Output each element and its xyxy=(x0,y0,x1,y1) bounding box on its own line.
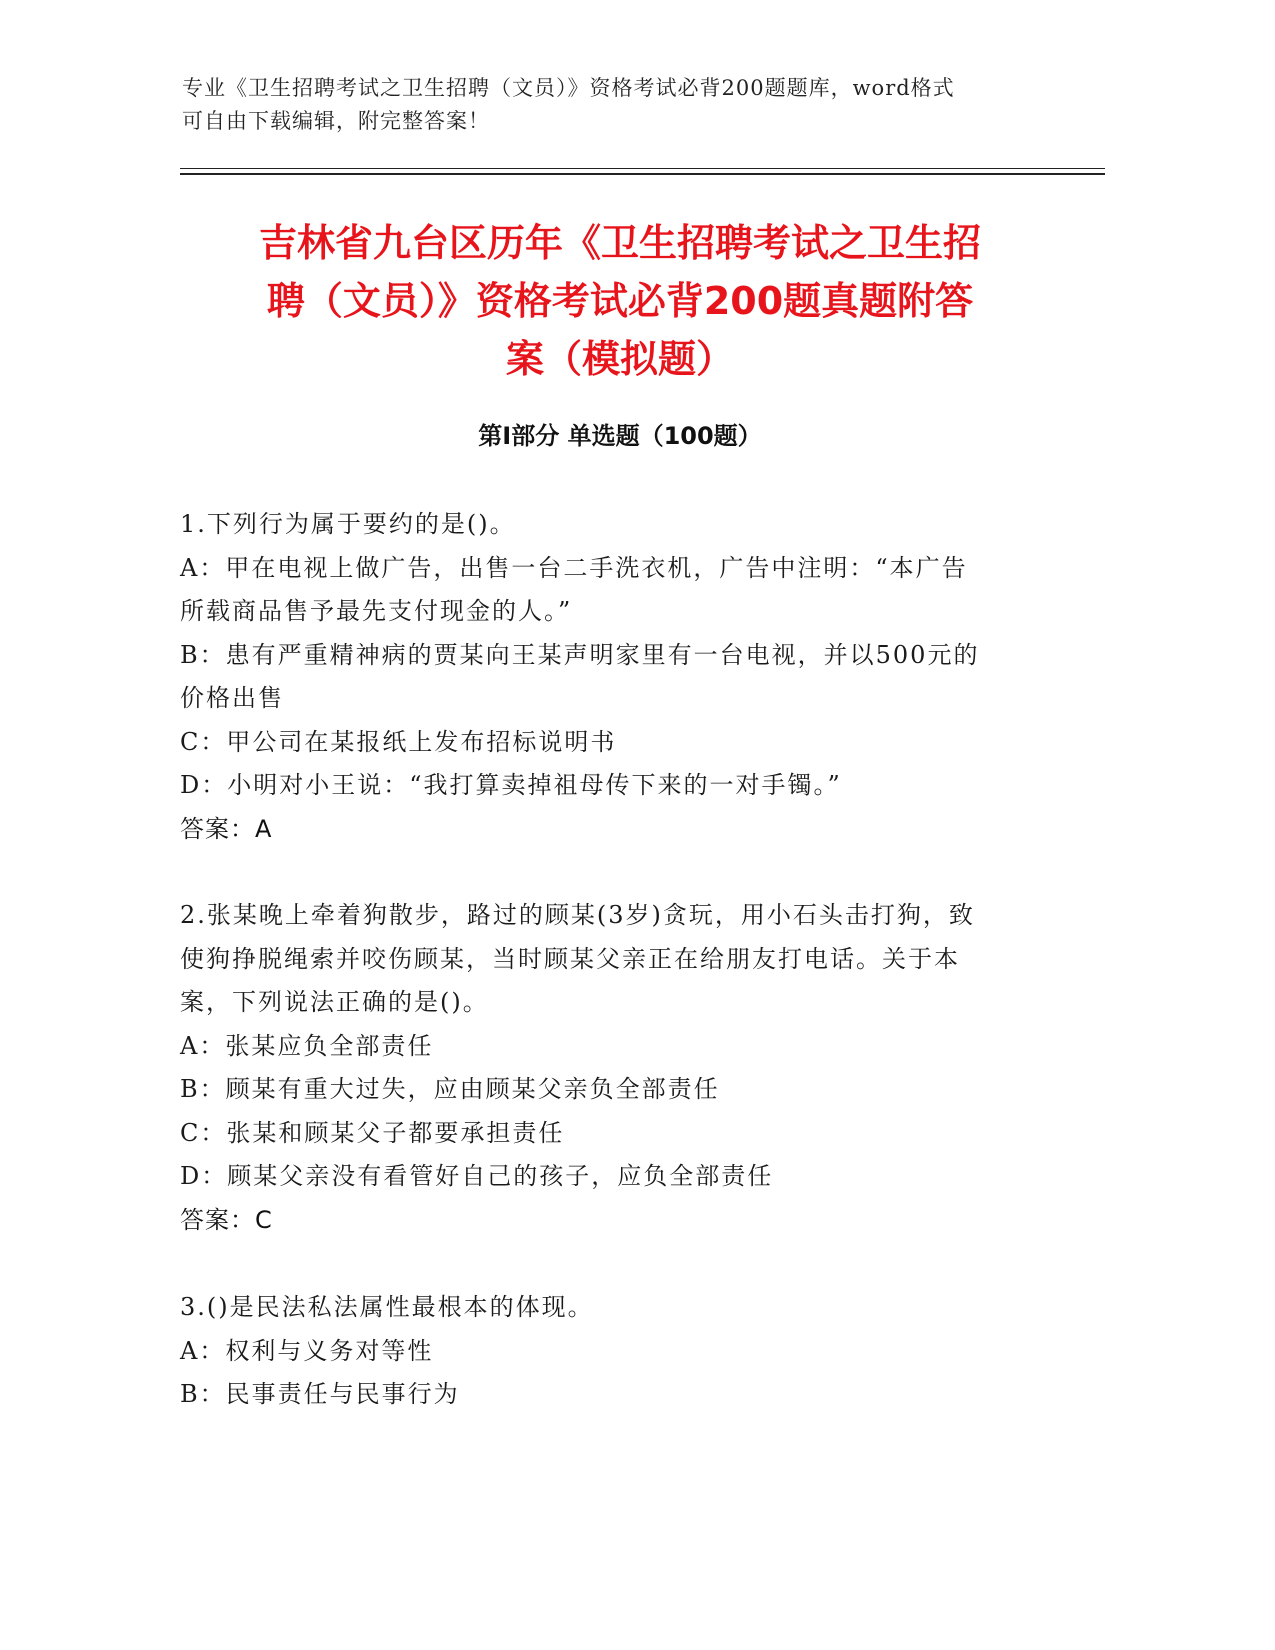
option-a-cont: 所载商品售予最先支付现金的人。” xyxy=(180,597,573,625)
option-b: B：民事责任与民事行为 xyxy=(180,1380,460,1408)
question-stem: 案，下列说法正确的是()。 xyxy=(180,988,489,1016)
title-line: 聘（文员）》资格考试必背200题真题附答 xyxy=(266,279,974,323)
question-stem: 3.()是民法私法属性最根本的体现。 xyxy=(180,1293,594,1321)
option-d: D：小明对小王说：“我打算卖掉祖母传下来的一对手镯。” xyxy=(180,771,842,799)
answer-label: 答案：C xyxy=(180,1205,273,1234)
document-title xyxy=(180,214,1060,388)
header-note xyxy=(182,72,1042,138)
header-divider xyxy=(180,168,1105,169)
option-c: C：甲公司在某报纸上发布招标说明书 xyxy=(180,727,617,756)
header-divider xyxy=(180,173,1105,175)
option-a: A：权利与义务对等性 xyxy=(180,1336,434,1365)
question-block xyxy=(180,503,1050,851)
header-note-line: 可自由下载编辑，附完整答案！ xyxy=(182,109,490,133)
answer-label: 答案：A xyxy=(180,814,273,843)
option-c: C：张某和顾某父子都要承担责任 xyxy=(180,1118,565,1147)
option-a: A：张某应负全部责任 xyxy=(180,1031,434,1060)
option-b-cont: 价格出售 xyxy=(180,684,284,712)
header-note-line: 专业《卫生招聘考试之卫生招聘（文员）》资格考试必背200题题库，word格式 xyxy=(182,76,955,100)
question-stem: 2.张某晚上牵着狗散步，路过的顾某(3岁)贪玩，用小石头击打狗，致 xyxy=(180,901,975,929)
option-b: B：顾某有重大过失，应由顾某父亲负全部责任 xyxy=(180,1075,720,1103)
question-stem: 1.下列行为属于要约的是()。 xyxy=(180,510,516,538)
title-line: 吉林省九台区历年《卫生招聘考试之卫生招 xyxy=(258,221,981,265)
option-a: A：甲在电视上做广告，出售一台二手洗衣机，广告中注明：“本广告 xyxy=(180,553,968,582)
title-line: 案（模拟题） xyxy=(505,337,734,381)
option-b: B：患有严重精神病的贾某向王某声明家里有一台电视，并以500元的 xyxy=(180,640,980,669)
question-block xyxy=(180,894,1050,1242)
option-d: D：顾某父亲没有看管好自己的孩子，应负全部责任 xyxy=(180,1162,774,1190)
section-title: 第Ⅰ部分 单选题（100题） xyxy=(478,422,762,450)
question-block xyxy=(180,1286,1050,1417)
question-stem: 使狗挣脱绳索并咬伤顾某，当时顾某父亲正在给朋友打电话。关于本 xyxy=(180,944,960,973)
